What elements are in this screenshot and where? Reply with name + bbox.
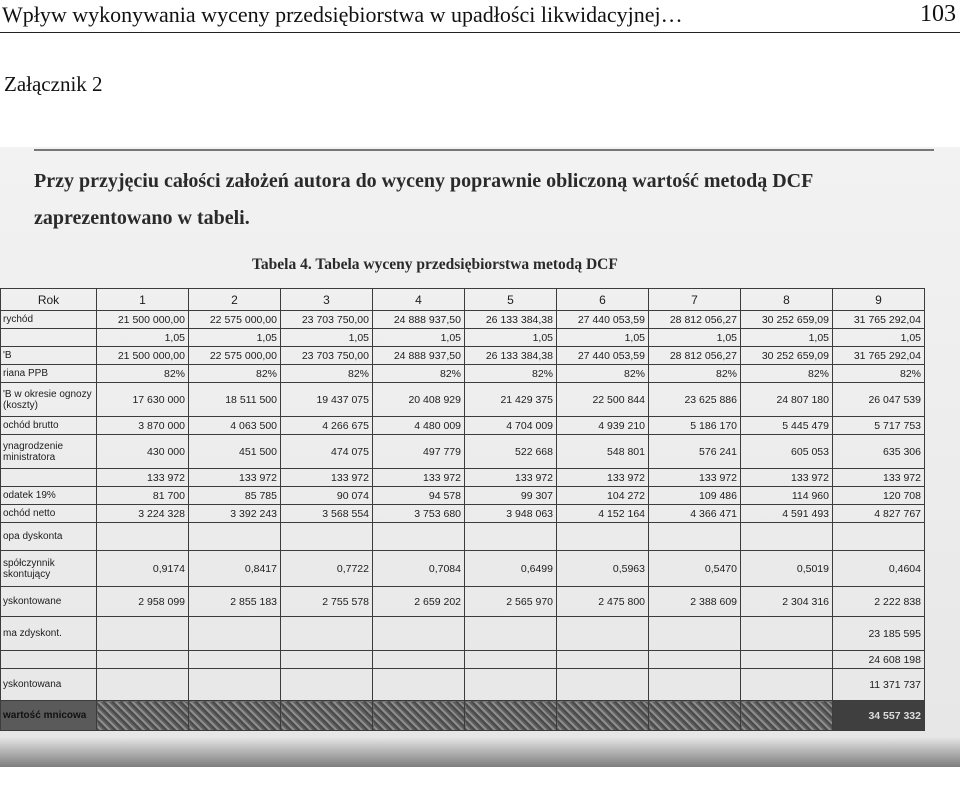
value-cell [281,701,373,731]
value-cell [649,701,741,731]
table-row [1,347,925,365]
value-cell [649,617,741,651]
value-cell: 28 812 056,27 [649,311,741,329]
value-cell [373,523,465,551]
value-cell: 4 827 767 [833,505,925,523]
value-cell: 24 888 937,50 [373,347,465,365]
value-cell: 28 812 056,27 [649,347,741,365]
value-cell [557,523,649,551]
value-cell: 1,05 [833,329,925,347]
value-cell: 2 475 800 [557,587,649,617]
row-label-cell: 'B [1,347,97,365]
row-label-cell: opa dyskonta [1,523,97,551]
value-cell: 23 185 595 [833,617,925,651]
value-cell: 3 753 680 [373,505,465,523]
value-cell: 0,6499 [465,551,557,587]
value-cell: 82% [373,365,465,383]
value-cell: 94 578 [373,487,465,505]
value-cell: 22 575 000,00 [189,311,281,329]
value-cell: 82% [741,365,833,383]
table-caption: Tabela 4. Tabela wyceny przedsiębiorstwa metodą DCF [252,256,618,273]
value-cell: 23 703 750,00 [281,347,373,365]
value-cell: 81 700 [97,487,189,505]
value-cell [373,701,465,731]
value-cell: 5 186 170 [649,417,741,435]
value-cell: 133 972 [97,469,189,487]
value-cell: 26 047 539 [833,383,925,417]
value-cell [97,669,189,701]
table-row [1,587,925,617]
value-cell [741,617,833,651]
value-cell: 4 704 009 [465,417,557,435]
row-label-cell: yskontowane [1,587,97,617]
value-cell [189,523,281,551]
value-cell [281,669,373,701]
value-cell: 82% [189,365,281,383]
value-cell: 82% [833,365,925,383]
value-cell: 21 429 375 [465,383,557,417]
value-cell: 1,05 [97,329,189,347]
value-cell: 133 972 [649,469,741,487]
value-cell: 4 591 493 [741,505,833,523]
value-cell [465,651,557,669]
value-cell: 104 272 [557,487,649,505]
value-cell: 34 557 332 [833,701,925,731]
value-cell: 497 779 [373,435,465,469]
value-cell [97,617,189,651]
row-label-cell: odatek 19% [1,487,97,505]
year-column-header: 9 [833,289,925,311]
value-cell: 4 152 164 [557,505,649,523]
value-cell: 0,7722 [281,551,373,587]
value-cell: 1,05 [557,329,649,347]
table-row [1,365,925,383]
value-cell: 82% [281,365,373,383]
table-row [1,435,925,469]
table-row [1,487,925,505]
value-cell: 3 948 063 [465,505,557,523]
value-cell: 19 437 075 [281,383,373,417]
value-cell [557,669,649,701]
value-cell: 31 765 292,04 [833,311,925,329]
value-cell: 114 960 [741,487,833,505]
row-label-cell: spółczynnik skontujący [1,551,97,587]
value-cell: 3 392 243 [189,505,281,523]
value-cell: 18 511 500 [189,383,281,417]
value-cell: 1,05 [189,329,281,347]
year-column-header: 1 [97,289,189,311]
table-header-row [1,289,925,311]
value-cell: 3 568 554 [281,505,373,523]
dcf-table-container [0,288,930,756]
page-number: 103 [920,1,956,27]
value-cell: 133 972 [833,469,925,487]
value-cell: 23 625 886 [649,383,741,417]
value-cell [649,651,741,669]
row-label-cell: ma zdyskont. [1,617,97,651]
table-row [1,417,925,435]
value-cell: 3 870 000 [97,417,189,435]
value-cell [281,651,373,669]
value-cell: 2 565 970 [465,587,557,617]
row-label-cell: 'B w okresie ognozy (koszty) [1,383,97,417]
value-cell: 2 388 609 [649,587,741,617]
value-cell: 0,7084 [373,551,465,587]
value-cell: 20 408 929 [373,383,465,417]
table-row [1,329,925,347]
value-cell: 120 708 [833,487,925,505]
value-cell: 82% [557,365,649,383]
value-cell: 548 801 [557,435,649,469]
value-cell [189,701,281,731]
value-cell: 22 575 000,00 [189,347,281,365]
value-cell: 133 972 [281,469,373,487]
table-row [1,669,925,701]
row-label-cell [1,469,97,487]
value-cell: 451 500 [189,435,281,469]
value-cell: 26 133 384,38 [465,311,557,329]
table-row [1,701,925,731]
value-cell: 27 440 053,59 [557,347,649,365]
value-cell [465,669,557,701]
value-cell: 133 972 [189,469,281,487]
table-row [1,523,925,551]
value-cell [373,669,465,701]
value-cell: 3 224 328 [97,505,189,523]
value-cell: 11 371 737 [833,669,925,701]
value-cell: 0,5963 [557,551,649,587]
value-cell: 26 133 384,38 [465,347,557,365]
dcf-valuation-table [0,288,925,731]
table-row [1,505,925,523]
value-cell [741,651,833,669]
value-cell: 1,05 [373,329,465,347]
running-header [0,0,960,33]
value-cell [465,701,557,731]
value-cell [373,617,465,651]
value-cell: 2 755 578 [281,587,373,617]
year-column-header: 3 [281,289,373,311]
table-body [1,311,925,731]
value-cell: 133 972 [465,469,557,487]
value-cell [649,669,741,701]
value-cell: 4 480 009 [373,417,465,435]
year-column-header: 5 [465,289,557,311]
table-row [1,551,925,587]
value-cell [557,701,649,731]
value-cell: 522 668 [465,435,557,469]
value-cell [465,523,557,551]
value-cell: 24 807 180 [741,383,833,417]
year-column-header: 6 [557,289,649,311]
value-cell: 474 075 [281,435,373,469]
row-label-cell: yskontowana [1,669,97,701]
value-cell [741,523,833,551]
value-cell: 90 074 [281,487,373,505]
value-cell: 24 608 198 [833,651,925,669]
value-cell: 133 972 [557,469,649,487]
value-cell [97,523,189,551]
value-cell [189,617,281,651]
value-cell [833,523,925,551]
value-cell: 1,05 [281,329,373,347]
value-cell: 1,05 [465,329,557,347]
year-column-header: 4 [373,289,465,311]
value-cell: 0,9174 [97,551,189,587]
value-cell [465,617,557,651]
scan-intro-line-2: zaprezentowano w tabeli. [34,207,250,229]
value-cell: 5 717 753 [833,417,925,435]
table-row [1,311,925,329]
value-cell: 82% [465,365,557,383]
value-cell [97,701,189,731]
value-cell: 85 785 [189,487,281,505]
value-cell: 5 445 479 [741,417,833,435]
year-column-header: 8 [741,289,833,311]
value-cell: 605 053 [741,435,833,469]
value-cell: 430 000 [97,435,189,469]
value-cell: 2 855 183 [189,587,281,617]
value-cell [373,651,465,669]
value-cell: 23 703 750,00 [281,311,373,329]
value-cell: 31 765 292,04 [833,347,925,365]
value-cell: 133 972 [373,469,465,487]
scan-intro-line-1: Przy przyjęciu całości założeń autora do wyceny poprawnie obliczoną wartość metodą DCF [34,170,814,192]
value-cell: 576 241 [649,435,741,469]
value-cell: 17 630 000 [97,383,189,417]
value-cell: 4 266 675 [281,417,373,435]
value-cell: 24 888 937,50 [373,311,465,329]
value-cell [741,669,833,701]
value-cell: 82% [649,365,741,383]
row-label-cell: ochód brutto [1,417,97,435]
table-row [1,383,925,417]
value-cell [741,701,833,731]
header-label-cell: Rok [1,289,97,311]
value-cell [281,523,373,551]
value-cell: 30 252 659,09 [741,311,833,329]
value-cell: 1,05 [649,329,741,347]
value-cell: 30 252 659,09 [741,347,833,365]
row-label-cell: rychód [1,311,97,329]
value-cell: 82% [97,365,189,383]
value-cell: 4 366 471 [649,505,741,523]
scanned-page-photo [0,147,960,767]
value-cell: 2 222 838 [833,587,925,617]
value-cell: 21 500 000,00 [97,347,189,365]
scan-intro-paragraph [34,163,924,237]
value-cell [281,617,373,651]
value-cell: 22 500 844 [557,383,649,417]
value-cell: 635 306 [833,435,925,469]
table-row [1,469,925,487]
table-row [1,617,925,651]
value-cell: 0,5019 [741,551,833,587]
value-cell: 4 939 210 [557,417,649,435]
value-cell: 0,5470 [649,551,741,587]
row-label-cell: ochód netto [1,505,97,523]
value-cell: 4 063 500 [189,417,281,435]
value-cell: 133 972 [741,469,833,487]
scan-page-edge [34,149,934,151]
row-label-cell [1,329,97,347]
year-column-header: 2 [189,289,281,311]
appendix-title: Załącznik 2 [4,72,103,96]
value-cell [557,617,649,651]
row-label-cell [1,651,97,669]
value-cell: 109 486 [649,487,741,505]
value-cell: 0,4604 [833,551,925,587]
value-cell [189,669,281,701]
value-cell: 99 307 [465,487,557,505]
table-row [1,651,925,669]
value-cell [97,651,189,669]
value-cell: 21 500 000,00 [97,311,189,329]
value-cell: 1,05 [741,329,833,347]
value-cell [557,651,649,669]
row-label-cell: riana PPB [1,365,97,383]
value-cell: 2 659 202 [373,587,465,617]
value-cell [189,651,281,669]
value-cell: 27 440 053,59 [557,311,649,329]
value-cell: 2 304 316 [741,587,833,617]
row-label-cell: wartość mnicowa [1,701,97,731]
running-title: Wpływ wykonywania wyceny przedsiębiorstwa w upadłości likwidacyjnej… [2,2,683,27]
value-cell [649,523,741,551]
value-cell: 2 958 099 [97,587,189,617]
year-column-header: 7 [649,289,741,311]
value-cell: 0,8417 [189,551,281,587]
row-label-cell: ynagrodzenie ministratora [1,435,97,469]
